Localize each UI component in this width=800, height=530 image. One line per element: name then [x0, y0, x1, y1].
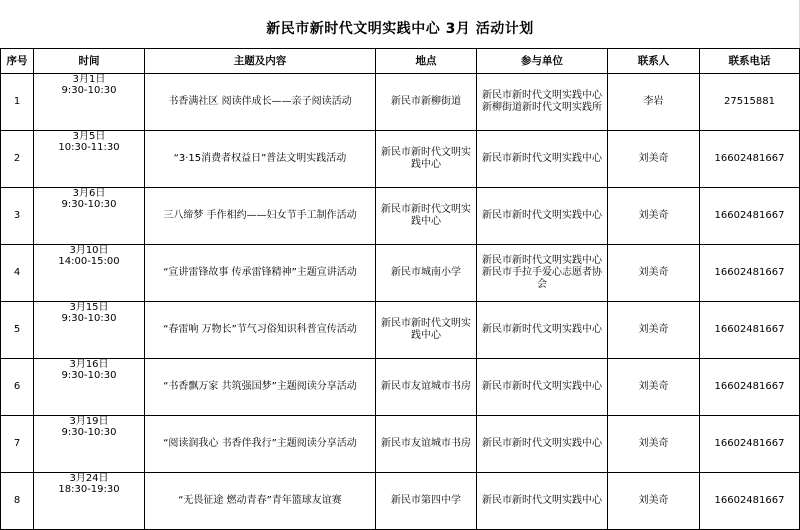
cell-time[interactable] [34, 245, 145, 302]
cell-topic[interactable]: 书香满社区 阅读伴成长——亲子阅读活动 [145, 74, 376, 131]
cell-place-line: 新民市新时代文明实 [381, 204, 471, 215]
cell-time[interactable] [34, 416, 145, 473]
cell-date-text: 3月6日 [72, 188, 106, 199]
cell-contact[interactable]: 刘美奇 [608, 416, 700, 473]
header-units[interactable]: 参与单位 [477, 49, 608, 74]
header-row [1, 49, 800, 74]
table-row [1, 416, 800, 473]
cell-topic[interactable]: “宣讲雷锋故事 传承雷锋精神”主题宣讲活动 [145, 245, 376, 302]
cell-topic[interactable]: “3·15消费者权益日”普法文明实践活动 [145, 131, 376, 188]
cell-phone[interactable]: 16602481667 [700, 473, 800, 530]
cell-index[interactable]: 3 [1, 188, 34, 245]
cell-index[interactable]: 8 [1, 473, 34, 530]
cell-date-text: 3月10日 [69, 245, 109, 256]
cell-date-text: 3月16日 [69, 359, 109, 370]
cell-place-line: 新民市新柳街道 [391, 96, 461, 107]
cell-place[interactable] [376, 245, 477, 302]
cell-topic[interactable]: “阅读润我心 书香伴我行”主题阅读分享活动 [145, 416, 376, 473]
cell-units[interactable] [477, 74, 608, 131]
cell-units[interactable] [477, 473, 608, 530]
table-row [1, 473, 800, 530]
cell-phone[interactable]: 16602481667 [700, 131, 800, 188]
cell-unit-line: 新民市新时代文明实践中心 [482, 210, 602, 221]
cell-units[interactable] [477, 245, 608, 302]
cell-time-text: 9:30-10:30 [61, 199, 117, 210]
cell-index[interactable]: 1 [1, 74, 34, 131]
cell-time-text: 9:30-10:30 [61, 370, 117, 381]
cell-place[interactable] [376, 188, 477, 245]
cell-time-text: 9:30-10:30 [61, 313, 117, 324]
cell-topic[interactable]: “春雷响 万物长”节气习俗知识科普宣传活动 [145, 302, 376, 359]
cell-contact[interactable]: 刘美奇 [608, 473, 700, 530]
cell-contact[interactable]: 刘美奇 [608, 131, 700, 188]
cell-time[interactable] [34, 74, 145, 131]
cell-phone[interactable]: 16602481667 [700, 188, 800, 245]
cell-time-text: 10:30-11:30 [58, 142, 120, 153]
cell-units[interactable] [477, 416, 608, 473]
cell-phone[interactable]: 16602481667 [700, 359, 800, 416]
cell-date-text: 3月15日 [69, 302, 109, 313]
cell-place-line: 新民市城南小学 [391, 267, 461, 278]
cell-units[interactable] [477, 188, 608, 245]
cell-place-line: 新民市第四中学 [391, 495, 461, 506]
cell-place[interactable] [376, 359, 477, 416]
cell-time-text: 9:30-10:30 [61, 427, 117, 438]
cell-units[interactable] [477, 302, 608, 359]
cell-time[interactable] [34, 359, 145, 416]
cell-unit-line: 新民市新时代文明实践中心 [482, 495, 602, 506]
cell-time[interactable] [34, 188, 145, 245]
table-row [1, 359, 800, 416]
cell-date-text: 3月19日 [69, 416, 109, 427]
cell-place[interactable] [376, 74, 477, 131]
cell-index[interactable]: 2 [1, 131, 34, 188]
table-row [1, 131, 800, 188]
cell-unit-line: 新民市新时代文明实践中心 [482, 324, 602, 335]
cell-place-line: 新民市友谊城市书房 [381, 381, 471, 392]
cell-phone[interactable]: 16602481667 [700, 416, 800, 473]
table-row [1, 188, 800, 245]
cell-place-line: 践中心 [411, 216, 441, 227]
cell-place[interactable] [376, 131, 477, 188]
cell-phone[interactable]: 27515881 [700, 74, 800, 131]
cell-contact[interactable]: 刘美奇 [608, 359, 700, 416]
header-place[interactable]: 地点 [376, 49, 477, 74]
cell-time-text: 9:30-10:30 [61, 85, 117, 96]
cell-unit-line: 新民市手拉手爱心志愿者协会 [482, 267, 602, 290]
cell-unit-line: 新民市新时代文明实践中心 [482, 438, 602, 449]
header-topic[interactable]: 主题及内容 [145, 49, 376, 74]
cell-units[interactable] [477, 359, 608, 416]
cell-place[interactable] [376, 302, 477, 359]
cell-place-line: 新民市新时代文明实 [381, 147, 471, 158]
cell-topic[interactable]: “书香飘万家 共筑强国梦”主题阅读分享活动 [145, 359, 376, 416]
cell-index[interactable]: 5 [1, 302, 34, 359]
cell-time-text: 18:30-19:30 [58, 484, 120, 495]
cell-contact[interactable]: 刘美奇 [608, 188, 700, 245]
cell-place-line: 践中心 [411, 330, 441, 341]
cell-phone[interactable]: 16602481667 [700, 245, 800, 302]
cell-time[interactable] [34, 302, 145, 359]
cell-index[interactable]: 6 [1, 359, 34, 416]
cell-index[interactable]: 4 [1, 245, 34, 302]
cell-unit-line: 新民市新时代文明实践中心 [482, 255, 602, 266]
header-index[interactable]: 序号 [1, 49, 34, 74]
cell-unit-line: 新民市新时代文明实践中心 [482, 153, 602, 164]
cell-unit-line: 新柳街道新时代文明实践所 [482, 102, 602, 113]
cell-unit-line: 新民市新时代文明实践中心 [482, 381, 602, 392]
activity-table [0, 48, 800, 530]
cell-unit-line: 新民市新时代文明实践中心 [482, 90, 602, 101]
cell-date-text: 3月1日 [72, 74, 106, 85]
cell-place[interactable] [376, 416, 477, 473]
cell-time-text: 14:00-15:00 [58, 256, 120, 267]
cell-phone[interactable]: 16602481667 [700, 302, 800, 359]
header-phone[interactable]: 联系电话 [700, 49, 800, 74]
table-row [1, 245, 800, 302]
cell-contact[interactable]: 李岩 [608, 74, 700, 131]
cell-place-line: 新民市友谊城市书房 [381, 438, 471, 449]
cell-date-text: 3月24日 [69, 473, 109, 484]
table-row [1, 74, 800, 131]
cell-time[interactable] [34, 131, 145, 188]
cell-units[interactable] [477, 131, 608, 188]
cell-contact[interactable]: 刘美奇 [608, 245, 700, 302]
cell-place[interactable] [376, 473, 477, 530]
header-time[interactable]: 时间 [34, 49, 145, 74]
cell-date-text: 3月5日 [72, 131, 106, 142]
cell-place-line: 践中心 [411, 159, 441, 170]
cell-topic[interactable]: “无畏征途 燃动青春”青年篮球友谊赛 [145, 473, 376, 530]
cell-time[interactable] [34, 473, 145, 530]
cell-index[interactable]: 7 [1, 416, 34, 473]
page-title[interactable]: 新民市新时代文明实践中心 3月 活动计划 [266, 21, 534, 37]
cell-contact[interactable]: 刘美奇 [608, 302, 700, 359]
cell-place-line: 新民市新时代文明实 [381, 318, 471, 329]
cell-topic[interactable]: 三八缔梦 手作相约——妇女节手工制作活动 [145, 188, 376, 245]
header-contact[interactable]: 联系人 [608, 49, 700, 74]
table-row [1, 302, 800, 359]
